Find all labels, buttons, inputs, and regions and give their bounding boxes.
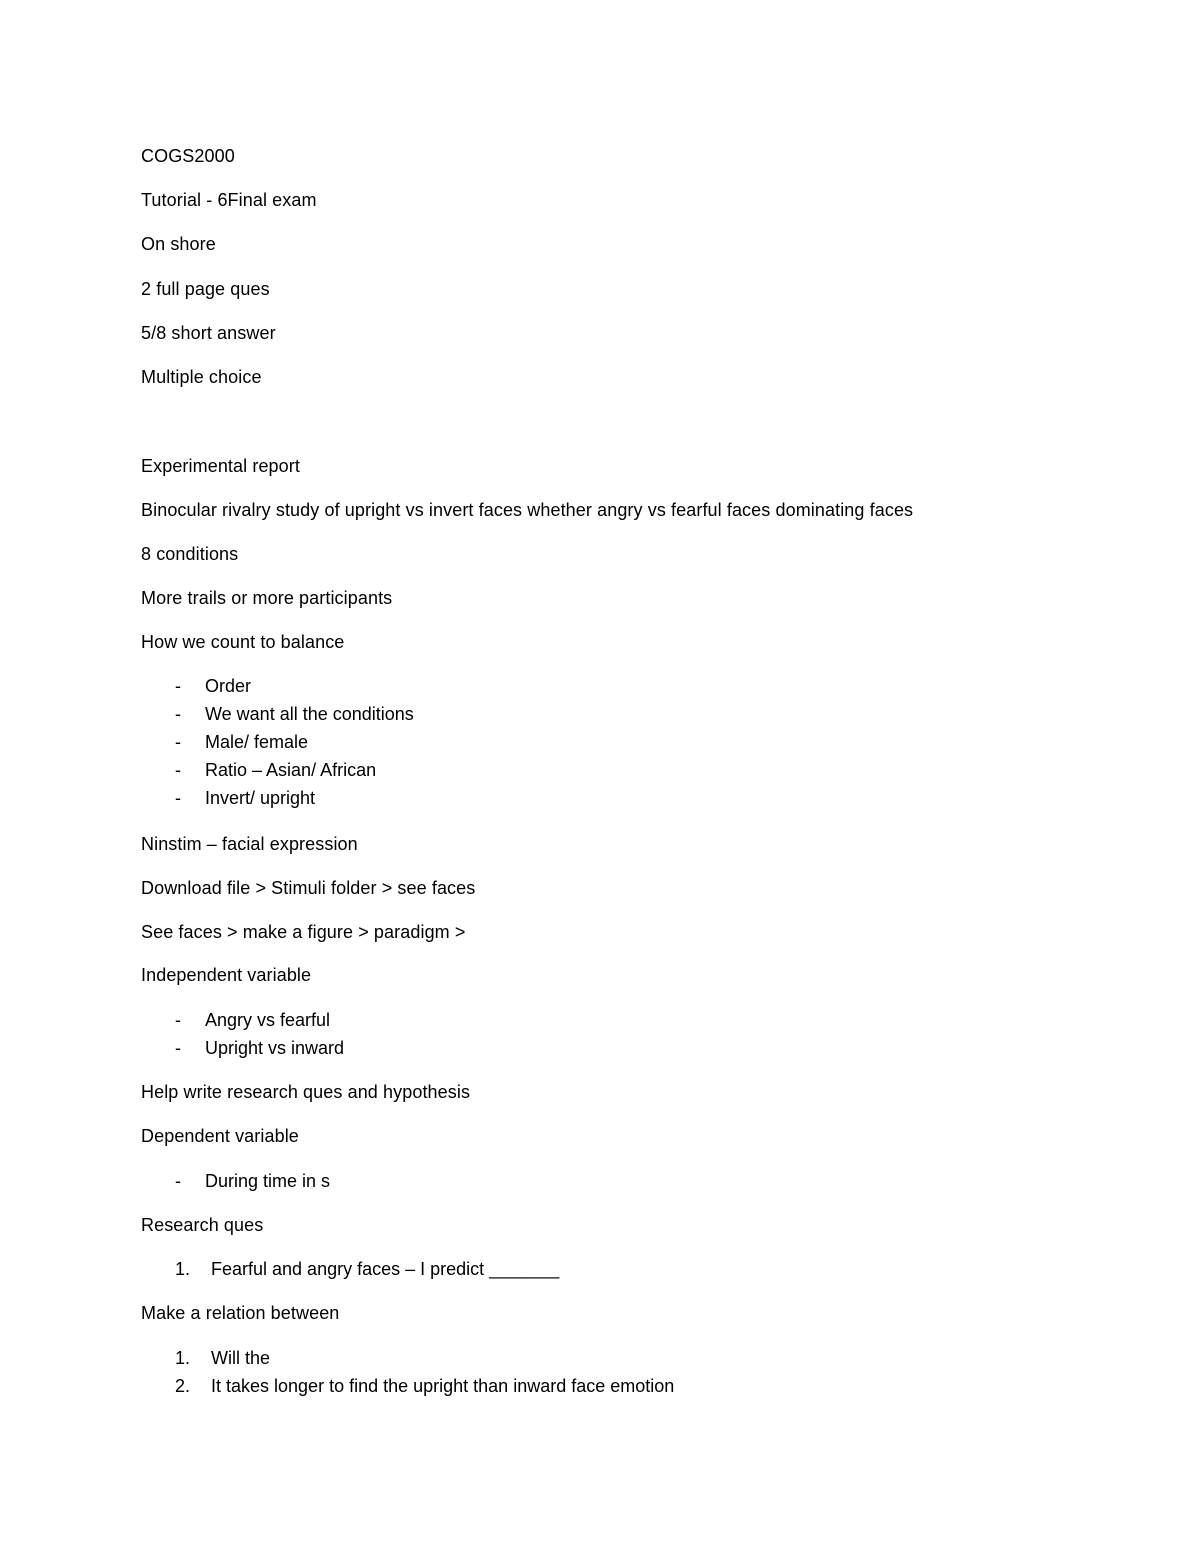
list-item: - During time in s [141,1169,330,1193]
help-write-line: Help write research ques and hypothesis [141,1082,471,1102]
experimental-report-heading: Experimental report [141,456,300,476]
course-code: COGS2000 [141,146,235,166]
number-marker: 1. [175,1348,191,1368]
dash-marker: - [175,676,181,696]
list-item: - Male/ female [141,730,308,754]
trails-line: More trails or more participants [141,588,393,608]
dash-marker: - [175,788,181,808]
number-marker: 2. [175,1376,191,1396]
dash-marker: - [175,1038,181,1058]
on-shore-line: On shore [141,234,216,254]
list-item: - Angry vs fearful [141,1008,330,1032]
list-item: - Ratio – Asian/ African [141,758,376,782]
list-item: 1. Fearful and angry faces – I predict _______ [141,1257,559,1281]
dash-marker: - [175,1171,181,1191]
dash-marker: - [175,760,181,780]
list-item: - Upright vs inward [141,1036,344,1060]
see-faces-line: See faces > make a figure > paradigm > [141,922,466,942]
independent-variable-heading: Independent variable [141,965,312,985]
full-page-line: 2 full page ques [141,279,270,299]
dash-marker: - [175,732,181,752]
dash-marker: - [175,704,181,724]
short-answer-line: 5/8 short answer [141,323,276,343]
dash-marker: - [175,1010,181,1030]
list-item: - We want all the conditions [141,702,414,726]
list-item: 1. Will the [141,1346,270,1370]
count-balance-line: How we count to balance [141,632,345,652]
relation-heading: Make a relation between [141,1303,340,1323]
list-item: - Order [141,674,251,698]
number-marker: 1. [175,1259,191,1279]
tutorial-line: Tutorial - 6Final exam [141,190,317,210]
ninstim-line: Ninstim – facial expression [141,834,358,854]
multiple-choice-line: Multiple choice [141,367,262,387]
research-ques-heading: Research ques [141,1215,264,1235]
dependent-variable-heading: Dependent variable [141,1126,299,1146]
download-line: Download file > Stimuli folder > see faces [141,878,476,898]
list-item: - Invert/ upright [141,786,315,810]
binocular-line: Binocular rivalry study of upright vs invert faces whether angry vs fearful faces dominating faces [141,500,914,520]
conditions-line: 8 conditions [141,544,239,564]
list-item: 2. It takes longer to find the upright than inward face emotion [141,1374,674,1398]
